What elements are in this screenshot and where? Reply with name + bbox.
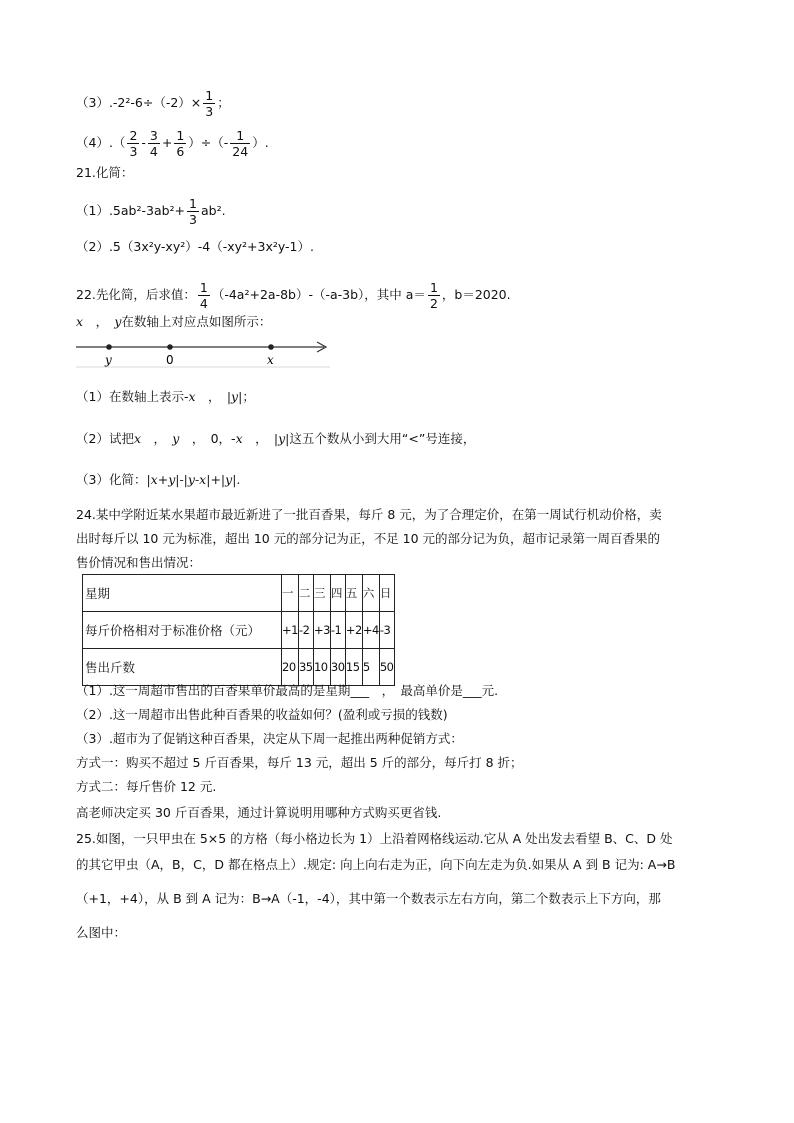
table-cell: +4 <box>362 612 379 649</box>
table-cell: 六 <box>362 575 379 612</box>
q25-line4: 么图中： <box>76 925 127 940</box>
row-header-weekday: 星期 <box>83 575 282 612</box>
table-cell: +2 <box>345 612 362 649</box>
fraction: $\frac{3}{4}$ <box>149 128 158 159</box>
fraction: $\frac{1}{3}$ <box>189 196 197 227</box>
sales-table <box>82 574 395 686</box>
q23-part2: （2）试把x ， y ， 0，-x ， |y|这五个数从小到大用“<”号连接， <box>76 431 476 446</box>
q20-part4: （4）.（ $\frac{2}{3}$ - $\frac{3}{4}$ + $\frac{1}{6}$ ）÷（- $\frac{1}{24}$ ）. <box>76 128 269 159</box>
row-header-sold: 售出斤数 <box>83 649 282 686</box>
table-cell: -3 <box>379 612 394 649</box>
q24-para2: 出时每斤以 10 元为标准，超出 10 元的部分记为正，不足 10 元的部分记为负，超市记录第一周百香果的 <box>76 531 661 546</box>
table-cell: -2 <box>298 612 313 649</box>
q25-line3: （+1，+4），从 B 到 A 记为：B→A（-1，-4），其中第一个数表示左右方向，第二个数表示上下方向，那 <box>76 891 661 906</box>
fraction: $\frac{2}{3}$ <box>129 128 138 159</box>
fraction: $\frac{1}{24}$ <box>232 128 249 159</box>
fraction: $\frac{1}{3}$ <box>205 88 214 119</box>
q25-line1: 25.如图，一只甲虫在 5×5 的方格（每小格边长为 1）上沿着网格线运动.它从 A 处出发去看望 B、C、D 处 <box>76 831 673 846</box>
q24-way2: 方式二：每斤售价 12 元. <box>76 779 217 794</box>
q21-part1: （1）.5ab²-3ab²+ $\frac{1}{3}$ ab². <box>76 196 226 227</box>
label-y: y <box>105 353 112 367</box>
q23-intro: x ， y在数轴上对应点如图所示： <box>76 314 272 329</box>
q24-part3: （3）.超市为了促销这种百香果，决定从下周一起推出两种促销方式： <box>76 731 463 746</box>
table-cell: 20 <box>282 649 299 686</box>
table-cell: 30 <box>330 649 345 686</box>
q23-part3: （3）化简：|x+y|-|y-x|+|y|. <box>76 472 241 487</box>
row-header-price: 每斤价格相对于标准价格（元） <box>83 612 282 649</box>
fraction: $\frac{1}{6}$ <box>176 128 185 159</box>
table-cell: 5 <box>362 649 379 686</box>
table-cell: 15 <box>345 649 362 686</box>
q20-part3: （3）.-2²-6÷（-2）× $\frac{1}{3}$ ； <box>76 88 230 119</box>
q24-ask: 高老师决定买 30 斤百香果，通过计算说明用哪种方式购买更省钱. <box>76 805 442 820</box>
table-cell: 50 <box>379 649 394 686</box>
point-zero <box>167 344 173 350</box>
table-cell: 二 <box>298 575 313 612</box>
point-y <box>106 344 112 350</box>
table-cell: 五 <box>345 575 362 612</box>
q24-para3: 售价情况和售出情况： <box>76 555 202 570</box>
table-cell: 日 <box>379 575 394 612</box>
fraction: $\frac{1}{2}$ <box>429 280 438 311</box>
table-cell: +1 <box>282 612 299 649</box>
label-zero: 0 <box>166 353 174 367</box>
q24-part1: （1）.这一周超市售出的百香果单价最高的是星期___ ， 最高单价是___元. <box>76 683 499 698</box>
q21-part2: （2）.5（3x²y-xy²）-4（-xy²+3x²y-1）. <box>76 239 314 254</box>
table-cell: 10 <box>313 649 330 686</box>
q24-para1: 24.某中学附近某水果超市最近新进了一批百香果，每斤 8 元，为了合理定价，在第一周试行机动价格，卖 <box>76 507 662 522</box>
table-cell: -1 <box>330 612 345 649</box>
fraction: $\frac{1}{4}$ <box>199 280 208 311</box>
table-cell: +3 <box>313 612 330 649</box>
q21-title: 21.化简： <box>76 165 134 180</box>
q24-part2: （2）.这一周超市出售此种百香果的收益如何？(盈利或亏损的钱数) <box>76 707 448 722</box>
label-x: x <box>267 353 274 367</box>
q23-part1: （1）在数轴上表示-x ， |y|； <box>76 389 255 404</box>
number-line <box>76 334 330 368</box>
table-row <box>83 649 395 686</box>
q25-line2: 的其它甲虫（A，B，C，D 都在格点上）.规定: 向上向右走为正，向下向左走为负.如果从 A 到 B 记为: A→B <box>76 857 676 872</box>
q22: 22.先化简，后求值： $\frac{1}{4}$ （-4a²+2a-8b）-（-a-3b），其中 a＝ $\frac{1}{2}$ ，b＝2020. <box>76 280 511 311</box>
point-x <box>268 344 274 350</box>
table-cell: 四 <box>330 575 345 612</box>
q24-way1: 方式一：购买不超过 5 斤百香果，每斤 13 元，超出 5 斤的部分，每斤打 8 折； <box>76 755 523 770</box>
table-row <box>83 575 395 612</box>
table-row <box>83 612 395 649</box>
table-cell: 三 <box>313 575 330 612</box>
table-cell: 35 <box>298 649 313 686</box>
table-cell: 一 <box>282 575 299 612</box>
